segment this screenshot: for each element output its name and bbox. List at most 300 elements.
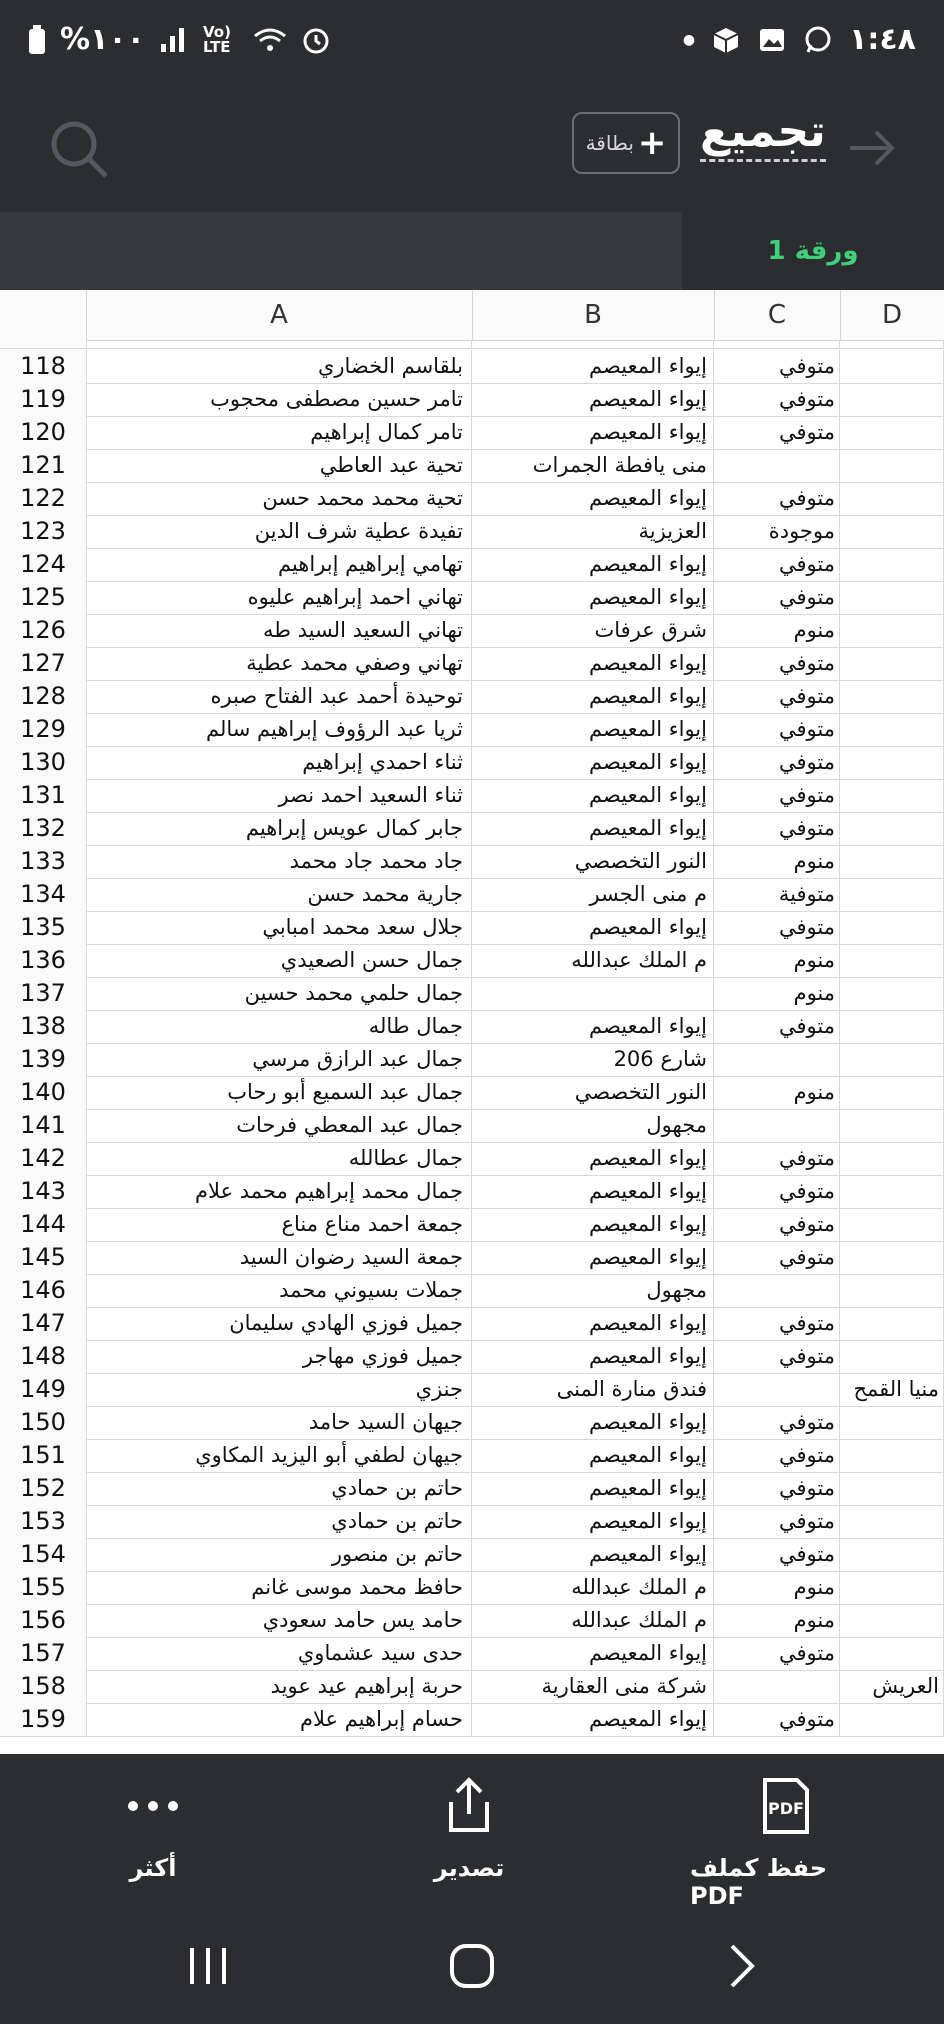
table-row[interactable] bbox=[0, 1241, 944, 1275]
table-row[interactable] bbox=[0, 1208, 944, 1242]
cell-location[interactable]: إيواء المعيصم bbox=[472, 647, 714, 680]
cell-name[interactable]: جمعة السيد رضوان السيد bbox=[86, 1241, 472, 1274]
cell-location[interactable] bbox=[472, 977, 714, 1010]
row-number[interactable]: 133 bbox=[0, 845, 87, 878]
cell-location[interactable]: م الملك عبدالله bbox=[472, 944, 714, 977]
table-row[interactable] bbox=[0, 713, 944, 747]
cell-status[interactable]: متوفي bbox=[714, 911, 840, 944]
pdf-icon-text: PDF bbox=[768, 1799, 804, 1818]
sheet-tab-bar bbox=[0, 212, 944, 290]
cell-status[interactable]: متوفي bbox=[714, 713, 840, 746]
cell-city[interactable] bbox=[840, 1175, 944, 1208]
cell-city[interactable] bbox=[840, 449, 944, 482]
export-label: تصدير bbox=[433, 1854, 505, 1882]
row-number[interactable]: 124 bbox=[0, 548, 87, 581]
table-row[interactable] bbox=[0, 647, 944, 681]
cell-location[interactable]: العزيزية bbox=[472, 515, 714, 548]
table-row[interactable] bbox=[0, 482, 944, 516]
row-number[interactable]: 150 bbox=[0, 1406, 87, 1439]
cell-city[interactable] bbox=[840, 1307, 944, 1340]
cell-city[interactable] bbox=[840, 1010, 944, 1043]
row-number[interactable]: 148 bbox=[0, 1340, 87, 1373]
cell-status[interactable]: متوفي bbox=[714, 1340, 840, 1373]
cell-status[interactable]: متوفي bbox=[714, 548, 840, 581]
cell-city[interactable] bbox=[840, 779, 944, 812]
cell-name[interactable]: توحيدة أحمد عبد الفتاح صبره bbox=[86, 680, 472, 713]
cell-status[interactable]: متوفي bbox=[714, 1439, 840, 1472]
table-row[interactable] bbox=[0, 1571, 944, 1605]
cell-name[interactable]: بلقاسم الخضاري bbox=[86, 350, 472, 383]
cell-status[interactable]: متوفي bbox=[714, 1703, 840, 1736]
row-number[interactable]: 138 bbox=[0, 1010, 87, 1043]
cell-city[interactable] bbox=[840, 1472, 944, 1505]
row-number[interactable]: 155 bbox=[0, 1571, 87, 1604]
cell-name[interactable]: تهاني السعيد السيد طه bbox=[86, 614, 472, 647]
cell-location[interactable]: إيواء المعيصم bbox=[472, 713, 714, 746]
row-number[interactable]: 131 bbox=[0, 779, 87, 812]
cell-city[interactable] bbox=[840, 1604, 944, 1637]
row-number[interactable]: 119 bbox=[0, 383, 87, 416]
cell-name[interactable]: تحية محمد محمد حسن bbox=[86, 482, 472, 515]
home-icon[interactable] bbox=[448, 1942, 496, 1990]
cell-city[interactable] bbox=[840, 1208, 944, 1241]
cell-city[interactable] bbox=[840, 1439, 944, 1472]
cell-city[interactable]: منيا القمح bbox=[840, 1373, 944, 1406]
table-row[interactable] bbox=[0, 548, 944, 582]
column-header-a[interactable]: A bbox=[86, 290, 473, 340]
cell-location[interactable]: إيواء المعيصم bbox=[472, 1307, 714, 1340]
row-number[interactable]: 135 bbox=[0, 911, 87, 944]
row-number[interactable]: 144 bbox=[0, 1208, 87, 1241]
status-bar-left bbox=[28, 22, 331, 57]
cell-city[interactable] bbox=[840, 482, 944, 515]
cell-name[interactable]: جابر كمال عويس إبراهيم bbox=[86, 812, 472, 845]
cell-location[interactable]: إيواء المعيصم bbox=[472, 482, 714, 515]
spreadsheet-grid[interactable] bbox=[0, 340, 944, 1754]
table-row[interactable] bbox=[0, 1472, 944, 1506]
cell-location[interactable]: إيواء المعيصم bbox=[472, 1406, 714, 1439]
cell-location[interactable]: النور التخصصي bbox=[472, 1076, 714, 1109]
row-number[interactable]: 136 bbox=[0, 944, 87, 977]
table-row[interactable] bbox=[0, 812, 944, 846]
corner-cell[interactable] bbox=[0, 290, 87, 340]
row-number[interactable]: 118 bbox=[0, 350, 87, 383]
cell-status[interactable]: متوفي bbox=[714, 416, 840, 449]
row-number[interactable]: 152 bbox=[0, 1472, 87, 1505]
battery-icon bbox=[28, 25, 46, 55]
cell-name[interactable]: جمال عطالله bbox=[86, 1142, 472, 1175]
cell-name[interactable]: جمال عبد السميع أبو رحاب bbox=[86, 1076, 472, 1109]
row-number[interactable]: 146 bbox=[0, 1274, 87, 1307]
cell-name[interactable]: جنزي bbox=[86, 1373, 472, 1406]
table-row[interactable] bbox=[0, 1043, 944, 1077]
cell-status[interactable]: متوفي bbox=[714, 581, 840, 614]
cell-location[interactable]: إيواء المعيصم bbox=[472, 1010, 714, 1043]
cell-name[interactable]: حامد يس حامد سعودي bbox=[86, 1604, 472, 1637]
row-number[interactable]: 158 bbox=[0, 1670, 87, 1703]
table-row[interactable] bbox=[0, 581, 944, 615]
cell-location[interactable]: شارع 206 bbox=[472, 1043, 714, 1076]
status-bar bbox=[0, 0, 944, 90]
cell-name[interactable]: جميل فوزي مهاجر bbox=[86, 1340, 472, 1373]
cell-city[interactable] bbox=[840, 812, 944, 845]
row-number[interactable]: 156 bbox=[0, 1604, 87, 1637]
cell-status[interactable]: موجودة bbox=[714, 515, 840, 548]
row-number[interactable]: 120 bbox=[0, 416, 87, 449]
cell-status[interactable]: متوفي bbox=[714, 1472, 840, 1505]
cell-city[interactable] bbox=[840, 1076, 944, 1109]
cell-city[interactable] bbox=[840, 1274, 944, 1307]
cell-name[interactable]: جميل فوزي الهادي سليمان bbox=[86, 1307, 472, 1340]
whatsapp-icon bbox=[803, 25, 833, 55]
cell-city[interactable] bbox=[840, 1043, 944, 1076]
cell-name[interactable]: تحية عبد العاطي bbox=[86, 449, 472, 482]
table-row[interactable] bbox=[0, 1439, 944, 1473]
cell-location[interactable]: منى يافطة الجمرات bbox=[472, 449, 714, 482]
document-title[interactable]: تجميع bbox=[700, 106, 826, 162]
table-row[interactable] bbox=[0, 1703, 944, 1737]
cell-name[interactable]: ثناء احمدي إبراهيم bbox=[86, 746, 472, 779]
column-header-c[interactable]: C bbox=[714, 290, 841, 340]
row-number[interactable]: 128 bbox=[0, 680, 87, 713]
row-number[interactable]: 132 bbox=[0, 812, 87, 845]
cell-city[interactable] bbox=[840, 1241, 944, 1274]
cell-name[interactable]: تهامي إبراهيم إبراهيم bbox=[86, 548, 472, 581]
cell-status[interactable]: منوم bbox=[714, 1571, 840, 1604]
status-bar-right: ● ١:٤٨ bbox=[682, 22, 916, 57]
cell-city[interactable] bbox=[840, 614, 944, 647]
column-header-b[interactable]: B bbox=[472, 290, 715, 340]
row-number[interactable]: 123 bbox=[0, 515, 87, 548]
cell-location[interactable]: إيواء المعيصم bbox=[472, 911, 714, 944]
row-number[interactable]: 126 bbox=[0, 614, 87, 647]
row-number[interactable]: 151 bbox=[0, 1439, 87, 1472]
row-number[interactable]: 139 bbox=[0, 1043, 87, 1076]
cell-name[interactable]: جمال حلمي محمد حسين bbox=[86, 977, 472, 1010]
table-row[interactable] bbox=[0, 680, 944, 714]
cell-location[interactable]: مجهول bbox=[472, 1274, 714, 1307]
cell-location[interactable]: إيواء المعيصم bbox=[472, 350, 714, 383]
cell-location[interactable]: النور التخصصي bbox=[472, 845, 714, 878]
row-number[interactable]: 129 bbox=[0, 713, 87, 746]
tab-sheet-1[interactable]: ورقة 1 bbox=[682, 212, 944, 290]
table-row[interactable] bbox=[0, 1637, 944, 1671]
cell-location[interactable]: إيواء المعيصم bbox=[472, 680, 714, 713]
alarm-icon bbox=[301, 25, 331, 55]
cell-city[interactable] bbox=[840, 1406, 944, 1439]
cell-city[interactable] bbox=[840, 1571, 944, 1604]
save-pdf-button[interactable] bbox=[690, 1776, 880, 1910]
cell-status[interactable]: متوفي bbox=[714, 746, 840, 779]
cell-name[interactable]: جمعة احمد مناع مناع bbox=[86, 1208, 472, 1241]
package-icon bbox=[711, 25, 741, 55]
cell-location[interactable]: إيواء المعيصم bbox=[472, 1538, 714, 1571]
table-row[interactable] bbox=[0, 878, 944, 912]
row-number[interactable]: 159 bbox=[0, 1703, 87, 1736]
cell-city[interactable] bbox=[840, 944, 944, 977]
cell-city[interactable] bbox=[840, 1142, 944, 1175]
more-label: أكثر bbox=[129, 1854, 177, 1882]
cell-city[interactable] bbox=[840, 713, 944, 746]
plus-icon: + bbox=[637, 123, 667, 163]
cell-name[interactable]: حربة إبراهيم عيد عويد bbox=[86, 1670, 472, 1703]
cell-city[interactable] bbox=[840, 1340, 944, 1373]
column-header-d[interactable]: D bbox=[881, 300, 903, 330]
cell-city[interactable] bbox=[840, 1109, 944, 1142]
cell-city[interactable] bbox=[840, 1505, 944, 1538]
row-number[interactable]: 125 bbox=[0, 581, 87, 614]
table-row[interactable] bbox=[0, 746, 944, 780]
table-row[interactable] bbox=[0, 1175, 944, 1209]
cell-location[interactable]: فندق منارة المنى bbox=[472, 1373, 714, 1406]
table-row[interactable] bbox=[0, 614, 944, 648]
cell-name[interactable]: حاتم بن منصور bbox=[86, 1538, 472, 1571]
cell-name[interactable]: جمال طاله bbox=[86, 1010, 472, 1043]
cell-location[interactable]: م منى الجسر bbox=[472, 878, 714, 911]
cell-status[interactable]: متوفي bbox=[714, 383, 840, 416]
row-number[interactable]: 153 bbox=[0, 1505, 87, 1538]
cell-name[interactable]: حدى سيد عشماوي bbox=[86, 1637, 472, 1670]
cell-status[interactable]: متوفي bbox=[714, 1538, 840, 1571]
cell-status[interactable]: منوم bbox=[714, 845, 840, 878]
row-number[interactable]: 130 bbox=[0, 746, 87, 779]
table-row[interactable] bbox=[0, 1538, 944, 1572]
table-row[interactable] bbox=[0, 416, 944, 450]
cell-name[interactable]: جمال حسن الصعيدي bbox=[86, 944, 472, 977]
cell-status[interactable]: منوم bbox=[714, 944, 840, 977]
cell-d-partial bbox=[840, 340, 944, 348]
share-icon bbox=[439, 1776, 499, 1836]
more-button[interactable] bbox=[58, 1776, 248, 1882]
add-card-button[interactable] bbox=[572, 112, 680, 174]
cell-status[interactable] bbox=[714, 1109, 840, 1142]
cell-status[interactable]: متوفي bbox=[714, 1241, 840, 1274]
table-row[interactable] bbox=[0, 911, 944, 945]
cell-location[interactable]: إيواء المعيصم bbox=[472, 1142, 714, 1175]
cell-location[interactable]: إيواء المعيصم bbox=[472, 1208, 714, 1241]
cell-a-partial bbox=[86, 340, 472, 348]
cell-status[interactable]: متوفي bbox=[714, 812, 840, 845]
cell-name[interactable]: جارية محمد حسن bbox=[86, 878, 472, 911]
signal-icon bbox=[159, 26, 189, 54]
cell-location[interactable]: شرق عرفات bbox=[472, 614, 714, 647]
cell-location[interactable]: إيواء المعيصم bbox=[472, 1637, 714, 1670]
cell-location[interactable]: م الملك عبدالله bbox=[472, 1604, 714, 1637]
table-row[interactable] bbox=[0, 1340, 944, 1374]
cell-status[interactable] bbox=[714, 1373, 840, 1406]
table-row[interactable] bbox=[0, 1076, 944, 1110]
cell-status[interactable] bbox=[714, 1274, 840, 1307]
column-header-row bbox=[0, 290, 944, 341]
cell-city[interactable]: العريش bbox=[840, 1670, 944, 1703]
cell-location[interactable]: إيواء المعيصم bbox=[472, 1439, 714, 1472]
table-row[interactable] bbox=[0, 779, 944, 813]
app-toolbar bbox=[0, 90, 944, 212]
row-number[interactable]: 142 bbox=[0, 1142, 87, 1175]
cell-name[interactable]: حسام إبراهيم علام bbox=[86, 1703, 472, 1736]
cell-location[interactable]: إيواء المعيصم bbox=[472, 779, 714, 812]
add-card-label: بطاقة bbox=[585, 131, 634, 155]
cell-b-partial bbox=[472, 340, 714, 348]
arrow-right-icon[interactable] bbox=[844, 120, 900, 176]
cell-city[interactable] bbox=[840, 878, 944, 911]
cell-city[interactable] bbox=[840, 647, 944, 680]
cell-city[interactable] bbox=[840, 1637, 944, 1670]
cell-status[interactable]: متوفي bbox=[714, 1307, 840, 1340]
cell-name[interactable]: ثناء السعيد احمد نصر bbox=[86, 779, 472, 812]
table-row[interactable] bbox=[0, 944, 944, 978]
table-row[interactable] bbox=[0, 350, 944, 384]
table-row[interactable] bbox=[0, 515, 944, 549]
table-row[interactable] bbox=[0, 977, 944, 1011]
wifi-icon bbox=[253, 26, 287, 54]
cell-location[interactable]: إيواء المعيصم bbox=[472, 548, 714, 581]
table-row-partial bbox=[0, 340, 944, 349]
cell-name[interactable]: تفيدة عطية شرف الدين bbox=[86, 515, 472, 548]
cell-name[interactable]: جلال سعد محمد امبابي bbox=[86, 911, 472, 944]
cell-name[interactable]: جمال محمد إبراهيم محمد علام bbox=[86, 1175, 472, 1208]
cell-city[interactable] bbox=[840, 845, 944, 878]
cell-name[interactable]: جملات بسيوني محمد bbox=[86, 1274, 472, 1307]
cell-name[interactable]: جمال عبد المعطي فرحات bbox=[86, 1109, 472, 1142]
cell-name[interactable]: جاد محمد جاد محمد bbox=[86, 845, 472, 878]
clock: ١:٤٨ bbox=[849, 22, 916, 57]
cell-status[interactable]: متوفي bbox=[714, 1505, 840, 1538]
cell-location[interactable]: إيواء المعيصم bbox=[472, 812, 714, 845]
row-number[interactable]: 147 bbox=[0, 1307, 87, 1340]
gallery-icon bbox=[757, 25, 787, 55]
cell-city[interactable] bbox=[840, 581, 944, 614]
row-number[interactable]: 134 bbox=[0, 878, 87, 911]
table-row[interactable] bbox=[0, 1307, 944, 1341]
cell-city[interactable] bbox=[840, 680, 944, 713]
cell-status[interactable]: منوم bbox=[714, 977, 840, 1010]
table-row[interactable] bbox=[0, 1274, 944, 1308]
cell-location[interactable]: إيواء المعيصم bbox=[472, 1703, 714, 1736]
cell-name[interactable]: تامر كمال إبراهيم bbox=[86, 416, 472, 449]
cell-name[interactable]: حاتم بن حمادي bbox=[86, 1505, 472, 1538]
cell-status[interactable]: متوفي bbox=[714, 779, 840, 812]
table-row[interactable] bbox=[0, 449, 944, 483]
cell-name[interactable]: ثريا عبد الرؤوف إبراهيم سالم bbox=[86, 713, 472, 746]
cell-status[interactable]: متوفي bbox=[714, 482, 840, 515]
cell-location[interactable]: إيواء المعيصم bbox=[472, 746, 714, 779]
cell-city[interactable] bbox=[840, 1703, 944, 1736]
cell-location[interactable]: إيواء المعيصم bbox=[472, 1505, 714, 1538]
row-number[interactable]: 121 bbox=[0, 449, 87, 482]
table-row[interactable] bbox=[0, 1604, 944, 1638]
cell-location[interactable]: إيواء المعيصم bbox=[472, 416, 714, 449]
cell-name[interactable]: تهاني وصفي محمد عطية bbox=[86, 647, 472, 680]
cell-status[interactable]: متوفي bbox=[714, 1406, 840, 1439]
battery-percent: %١٠٠ bbox=[60, 22, 145, 57]
search-icon[interactable] bbox=[44, 114, 114, 184]
cell-location[interactable]: إيواء المعيصم bbox=[472, 1175, 714, 1208]
cell-location[interactable]: إيواء المعيصم bbox=[472, 581, 714, 614]
cell-status[interactable]: متوفي bbox=[714, 1010, 840, 1043]
cell-status[interactable] bbox=[714, 1043, 840, 1076]
cell-c-partial bbox=[714, 340, 840, 348]
cell-city[interactable] bbox=[840, 1538, 944, 1571]
table-row[interactable] bbox=[0, 1010, 944, 1044]
row-number[interactable]: 127 bbox=[0, 647, 87, 680]
cell-status[interactable]: متوفي bbox=[714, 1208, 840, 1241]
cell-name[interactable]: جيهان السيد حامد bbox=[86, 1406, 472, 1439]
cell-location[interactable]: إيواء المعيصم bbox=[472, 383, 714, 416]
cell-location[interactable]: م الملك عبدالله bbox=[472, 1571, 714, 1604]
cell-status[interactable]: متوفي bbox=[714, 680, 840, 713]
export-button[interactable] bbox=[374, 1776, 564, 1882]
cell-city[interactable] bbox=[840, 746, 944, 779]
network-label: Vo) LTE bbox=[203, 22, 231, 56]
row-number[interactable]: 149 bbox=[0, 1373, 87, 1406]
cell-city[interactable] bbox=[840, 977, 944, 1010]
row-number[interactable]: 157 bbox=[0, 1637, 87, 1670]
cell-city[interactable] bbox=[840, 911, 944, 944]
cell-city[interactable] bbox=[840, 548, 944, 581]
table-row[interactable] bbox=[0, 1142, 944, 1176]
cell-status[interactable]: متوفي bbox=[714, 647, 840, 680]
pdf-file-icon bbox=[755, 1776, 815, 1836]
row-number[interactable]: 145 bbox=[0, 1241, 87, 1274]
table-row[interactable] bbox=[0, 1109, 944, 1143]
cell-status[interactable]: متوفي bbox=[714, 1175, 840, 1208]
cell-name[interactable]: حاتم بن حمادي bbox=[86, 1472, 472, 1505]
cell-status[interactable]: متوفي bbox=[714, 350, 840, 383]
cell-name[interactable]: تهاني احمد إبراهيم عليوه bbox=[86, 581, 472, 614]
bottom-action-bar bbox=[0, 1754, 944, 2024]
cell-status[interactable]: منوم bbox=[714, 1604, 840, 1637]
cell-name[interactable]: جمال عبد الرازق مرسي bbox=[86, 1043, 472, 1076]
row-number[interactable]: 137 bbox=[0, 977, 87, 1010]
more-icon bbox=[123, 1776, 183, 1836]
table-row[interactable] bbox=[0, 383, 944, 417]
table-row[interactable] bbox=[0, 1373, 944, 1407]
row-number[interactable]: 122 bbox=[0, 482, 87, 515]
row-number[interactable]: 143 bbox=[0, 1175, 87, 1208]
cell-location[interactable]: مجهول bbox=[472, 1109, 714, 1142]
table-row[interactable] bbox=[0, 1670, 944, 1704]
cell-name[interactable]: تامر حسين مصطفى محجوب bbox=[86, 383, 472, 416]
cell-location[interactable]: شركة منى العقارية bbox=[472, 1670, 714, 1703]
cell-status[interactable]: متوفي bbox=[714, 1637, 840, 1670]
cell-city[interactable] bbox=[840, 383, 944, 416]
row-number[interactable]: 141 bbox=[0, 1109, 87, 1142]
cell-city[interactable] bbox=[840, 416, 944, 449]
cell-name[interactable]: جيهان لطفي أبو اليزيد المكاوي bbox=[86, 1439, 472, 1472]
back-icon[interactable] bbox=[722, 1942, 762, 1990]
table-row[interactable] bbox=[0, 1505, 944, 1539]
cell-status[interactable]: منوم bbox=[714, 614, 840, 647]
cell-city[interactable] bbox=[840, 515, 944, 548]
row-number[interactable]: 154 bbox=[0, 1538, 87, 1571]
cell-name[interactable]: حافظ محمد موسى غانم bbox=[86, 1571, 472, 1604]
recent-apps-icon[interactable] bbox=[186, 1942, 230, 1990]
table-row[interactable] bbox=[0, 845, 944, 879]
cell-status[interactable]: متوفي bbox=[714, 1142, 840, 1175]
row-number[interactable]: 140 bbox=[0, 1076, 87, 1109]
table-row[interactable] bbox=[0, 1406, 944, 1440]
cell-status[interactable]: منوم bbox=[714, 1076, 840, 1109]
save-pdf-label: حفظ كملف PDF bbox=[690, 1854, 828, 1910]
cell-location[interactable]: إيواء المعيصم bbox=[472, 1241, 714, 1274]
cell-status[interactable]: متوفية bbox=[714, 878, 840, 911]
cell-status[interactable] bbox=[714, 449, 840, 482]
cell-status[interactable] bbox=[714, 1670, 840, 1703]
cell-city[interactable] bbox=[840, 350, 944, 383]
cell-location[interactable]: إيواء المعيصم bbox=[472, 1340, 714, 1373]
cell-location[interactable]: إيواء المعيصم bbox=[472, 1472, 714, 1505]
